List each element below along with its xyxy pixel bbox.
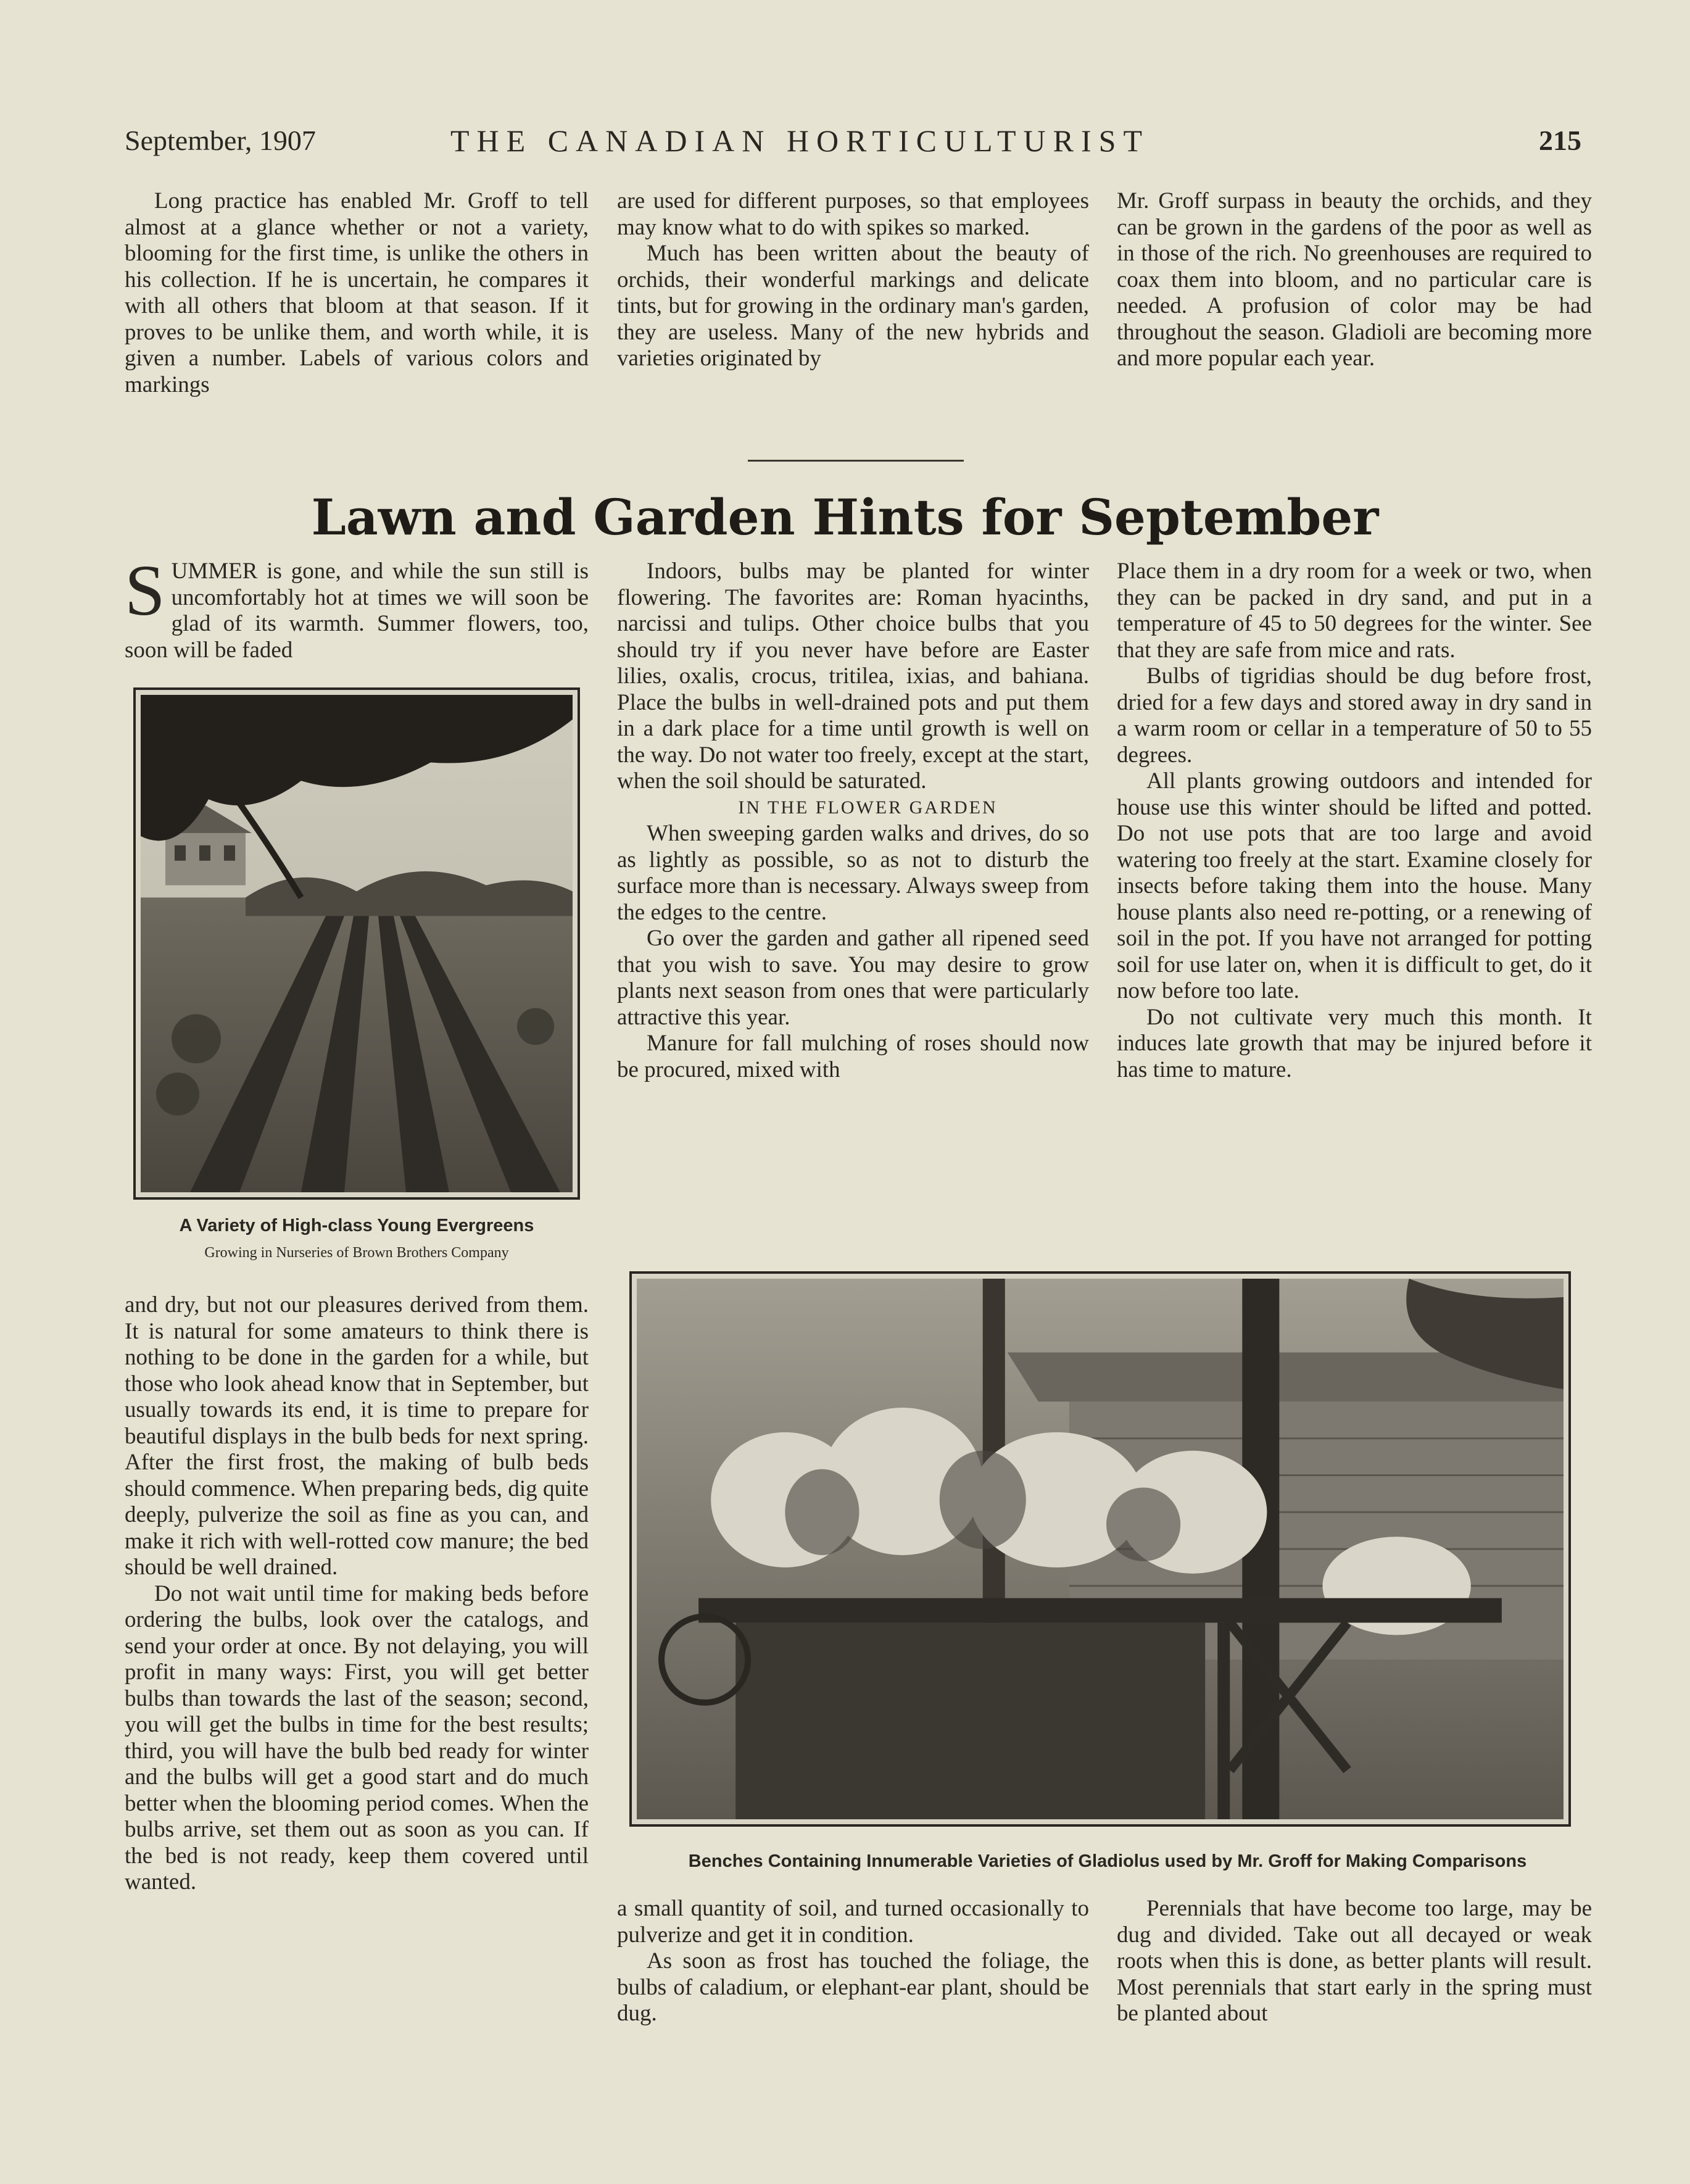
gladiolus-benches-photo bbox=[629, 1271, 1571, 1827]
intro-text: UMMER is gone, and while the sun still is uncomfortably hot at times we will soon be glad of its warmth. Summer flowers, too, soon will be faded bbox=[125, 558, 589, 663]
journal-title: THE CANADIAN HORTICULTURIST bbox=[450, 123, 1150, 158]
issue-date: September, 1907 bbox=[125, 125, 316, 156]
evergreens-credit: Growing in Nurseries of Brown Brothers Company bbox=[204, 1245, 509, 1261]
gladiolus-caption: Benches Containing Innumerable Varieties of Gladiolus used by Mr. Groff for Making Comparisons bbox=[688, 1851, 1527, 1871]
paragraph: Manure for fall mulching of roses should now be procured, mixed with bbox=[617, 1031, 1089, 1082]
article-column-1-cont bbox=[125, 1292, 589, 1896]
paragraph: Long practice has enabled Mr. Groff to tell almost at a glance whether or not a variety, blooming for the first time, is unlike the others in his collection. If he is uncertain, he compares it with all others that bloom at that season. If it proves to be unlike them, and worth while, it is given a number. Labels of various colors and markings bbox=[125, 188, 589, 397]
paragraph: Do not wait until time for making beds before ordering the bulbs, look over the catalogs, and send your order at once. By not delaying, you will profit in many ways: First, you will get better bulbs than towards the last of the season; second, you will get the bulbs in time for the best results; third, you will have the bulb bed ready for winter and the bulbs will get a good start and do much better when the blooming period comes. When the bulbs arrive, set them out as soon as you can. If the bed is not ready, keep them covered until wanted. bbox=[125, 1580, 589, 1895]
paragraph: All plants growing outdoors and intended for house use this winter should be lifted and potted. Do not use pots that are too large and avoid watering too freely at the start. Examine closely for insects before taking them into the house. Many house plants also need re-potting, or a renewing of soil in the pot. If you have not arranged for potting soil for use later on, when it is difficult to get, do it now before too late. bbox=[1117, 768, 1592, 1003]
section-divider bbox=[748, 460, 964, 462]
article-title: Lawn and Garden Hints for September bbox=[311, 488, 1379, 546]
subheading-flower-garden: IN THE FLOWER GARDEN bbox=[738, 797, 998, 818]
drop-cap: S bbox=[125, 550, 165, 631]
article-column-2 bbox=[617, 558, 1089, 1083]
evergreens-photo bbox=[133, 687, 580, 1200]
paragraph: are used for different purposes, so that employees may know what to do with spikes so marked. bbox=[617, 188, 1089, 240]
paragraph: a small quantity of soil, and turned occasionally to pulverize and get it in condition. bbox=[617, 1896, 1089, 1948]
article-column-1-intro bbox=[125, 550, 589, 663]
paragraph: As soon as frost has touched the foliage, the bulbs of caladium, or elephant-ear plant, should be dug. bbox=[617, 1948, 1089, 2026]
page-number: 215 bbox=[1539, 125, 1581, 156]
paragraph: Place them in a dry room for a week or two, when they can be packed in dry sand, and put in a temperature of 45 to 50 degrees for the winter. See that they are safe from mice and rats. bbox=[1117, 558, 1592, 663]
top-column-3 bbox=[1117, 188, 1592, 372]
paragraph: Indoors, bulbs may be planted for winter flowering. The favorites are: Roman hyacinths, narcissi and tulips. Other choice bulbs that you should try if you never have before are Easter lilies, oxalis, crocus, tritilea, ixias, and bahiana. Place the bulbs in well-drained pots and put them in a dark place for a time until growth is well on the way. Do not water too freely, except at the start, when the soil should be saturated. bbox=[617, 558, 1089, 794]
bottom-column-3 bbox=[1117, 1896, 1592, 2027]
paragraph: Much has been written about the beauty of orchids, their wonderful markings and delicate tints, but for growing in the ordinary man's garden, they are useless. Many of the new hybrids and varieties originated by bbox=[617, 241, 1089, 371]
evergreens-caption: A Variety of High-class Young Evergreens bbox=[179, 1216, 534, 1235]
bottom-column-2 bbox=[617, 1896, 1089, 2027]
top-column-2 bbox=[617, 188, 1089, 372]
paragraph: Do not cultivate very much this month. It induces late growth that may be injured before it has time to mature. bbox=[1117, 1004, 1592, 1082]
paragraph: Mr. Groff surpass in beauty the orchids, and they can be grown in the gardens of the poor as well as in those of the rich. No greenhouses are required to coax them into bloom, and no particular care is needed. A profusion of color may be had throughout the season. Gladioli are becoming more and more popular each year. bbox=[1117, 188, 1592, 371]
paragraph: and dry, but not our pleasures derived from them. It is natural for some amateurs to think there is nothing to be done in the garden for a while, but those who look ahead know that in September, but usually towards its end, it is time to prepare for beautiful displays in the bulb beds for next spring. After the first frost, the making of bulb beds should commence. When preparing beds, dig quite deeply, pulverize the soil as fine as you can, and make it rich with well-rotted cow manure; the bed should be well drained. bbox=[125, 1292, 589, 1580]
top-column-1 bbox=[125, 188, 589, 398]
article-column-3 bbox=[1117, 558, 1592, 1083]
paragraph: Perennials that have become too large, may be dug and divided. Take out all decayed or weak roots when this is done, as better plants will result. Most perennials that start early in the spring must be planted about bbox=[1117, 1896, 1592, 2026]
paragraph: When sweeping garden walks and drives, do so as lightly as possible, so as not to disturb the surface more than is necessary. Always sweep from the edges to the centre. bbox=[617, 821, 1089, 925]
paragraph: Go over the garden and gather all ripened seed that you wish to save. You may desire to grow plants next season from ones that were particularly attractive this year. bbox=[617, 926, 1089, 1030]
paragraph: Bulbs of tigridias should be dug before frost, dried for a few days and stored away in dry sand in a warm room or cellar in a temperature of 50 to 55 degrees. bbox=[1117, 663, 1592, 768]
